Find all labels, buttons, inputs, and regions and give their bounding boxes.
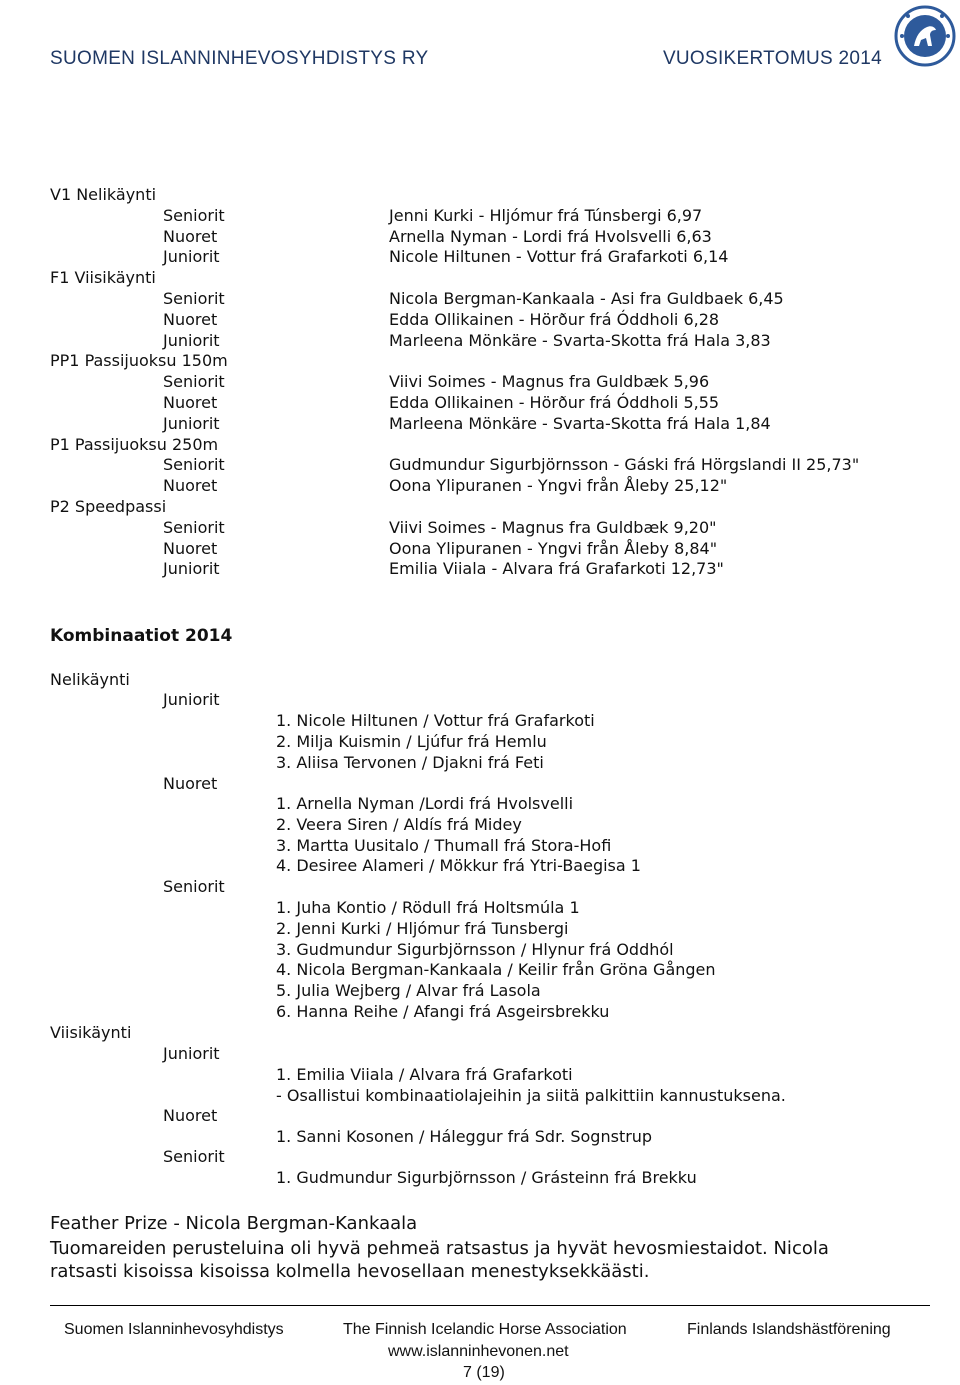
ranking-item: 1. Arnella Nyman /Lordi frá Hvolsvelli <box>276 794 574 813</box>
footer-finnish-name: Suomen Islanninhevosyhdistys <box>64 1321 284 1338</box>
result-entry: Edda Ollikainen - Hörður frá Óddholi 6,28 <box>389 309 720 329</box>
page-number: 7 (19) <box>463 1364 505 1381</box>
header-association-name: SUOMEN ISLANNINHEVOSYHDISTYS RY <box>50 48 429 69</box>
combination-discipline: Viisikäynti <box>50 1023 132 1042</box>
ranking-item: 1. Juha Kontio / Rödull frá Holtsmúla 1 <box>276 898 580 917</box>
level-label: Juniorit <box>163 247 220 267</box>
result-entry: Nicole Hiltunen - Vottur frá Grafarkoti 6,14 <box>389 247 729 267</box>
level-label: Juniorit <box>163 330 220 350</box>
result-entry: Marleena Mönkäre - Svarta-Skotta frá Hala 1,84 <box>389 413 771 433</box>
level-label: Nuoret <box>163 393 218 412</box>
combination-discipline: Nelikäynti <box>50 670 130 689</box>
level-label: Nuoret <box>163 538 218 558</box>
ranking-item: 2. Jenni Kurki / Hljómur frá Tunsbergi <box>276 918 569 938</box>
ranking-list <box>276 1065 786 1107</box>
feather-prize-title: Feather Prize - Nicola Bergman-Kankaala <box>50 1213 418 1234</box>
footer-divider <box>50 1305 930 1306</box>
level-label: Juniorit <box>163 559 220 579</box>
result-entry: Arnella Nyman - Lordi frá Hvolsvelli 6,63 <box>389 226 712 246</box>
combinations-heading: Kombinaatiot 2014 <box>50 626 233 646</box>
ranking-list <box>276 711 595 773</box>
feather-prize-text-line-2: ratsasti kisoissa kisoissa kolmella hevosellaan menestyksekkäästi. <box>50 1261 650 1282</box>
ranking-item: 2. Veera Siren / Aldís frá Midey <box>276 814 522 834</box>
level-label: Seniorit <box>163 877 225 896</box>
event-class-title: PP1 Passijuoksu 150m <box>50 351 228 371</box>
level-label: Juniorit <box>163 1044 220 1063</box>
level-label: Seniorit <box>163 372 225 392</box>
level-label: Juniorit <box>163 413 220 433</box>
ranking-item: 3. Gudmundur Sigurbjörnsson / Hlynur frá Oddhól <box>276 939 674 959</box>
level-label: Nuoret <box>163 774 218 793</box>
header-report-title: VUOSIKERTOMUS 2014 <box>662 48 882 69</box>
result-entry: Viivi Soimes - Magnus fra Guldbæk 9,20" <box>389 517 717 537</box>
ranking-item: 2. Milja Kuismin / Ljúfur frá Hemlu <box>276 731 547 751</box>
ranking-list <box>276 1127 652 1148</box>
level-label: Juniorit <box>163 690 220 709</box>
result-entry: Emilia Viiala - Alvara frá Grafarkoti 12,73" <box>389 559 724 579</box>
result-entry: Nicola Bergman-Kankaala - Asi fra Guldbaek 6,45 <box>389 289 784 308</box>
result-entry: Gudmundur Sigurbjörnsson - Gáski frá Hörgslandi II 25,73" <box>389 455 860 475</box>
footer-swedish-name: Finlands Islandshästförening <box>687 1321 891 1338</box>
footer-website: www.islanninhevonen.net <box>388 1343 569 1360</box>
level-label: Nuoret <box>163 226 218 246</box>
level-label: Seniorit <box>163 455 225 475</box>
event-class-title: P1 Passijuoksu 250m <box>50 434 219 454</box>
level-label: Seniorit <box>163 517 225 537</box>
level-label: Nuoret <box>163 1106 218 1125</box>
event-class-title: P2 Speedpassi <box>50 497 167 516</box>
level-label: Nuoret <box>163 309 218 329</box>
ranking-item: 3. Martta Uusitalo / Thumall frá Stora-Hofi <box>276 835 612 855</box>
ranking-list <box>276 794 641 877</box>
result-entry: Oona Ylipuranen - Yngvi från Åleby 25,12" <box>389 476 728 496</box>
feather-prize-text-line-1: Tuomareiden perusteluina oli hyvä pehmeä ratsastus ja hyvät hevosmiestaidot. Nicola <box>50 1238 829 1259</box>
ranking-item: 4. Desiree Alameri / Mökkur frá Ytri-Baegisa 1 <box>276 856 641 876</box>
result-entry: Jenni Kurki - Hljómur frá Túnsbergi 6,97 <box>389 205 703 225</box>
ranking-item: 3. Aliisa Tervonen / Djakni frá Feti <box>276 752 544 772</box>
ranking-item: 4. Nicola Bergman-Kankaala / Keilir från Gröna Gången <box>276 960 716 980</box>
result-entry: Marleena Mönkäre - Svarta-Skotta frá Hala 3,83 <box>389 330 771 350</box>
footer-english-name: The Finnish Icelandic Horse Association <box>343 1321 627 1338</box>
event-class-title: V1 Nelikäynti <box>50 185 157 204</box>
ranking-item: - Osallistui kombinaatiolajeihin ja siitä palkittiin kannustuksena. <box>276 1085 786 1105</box>
ranking-item: 5. Julia Wejberg / Alvar frá Lasola <box>276 981 541 1001</box>
level-label: Seniorit <box>163 289 225 308</box>
event-class-title: F1 Viisikäynti <box>50 268 156 288</box>
result-entry: Edda Ollikainen - Hörður frá Óddholi 5,55 <box>389 393 720 412</box>
ranking-list <box>276 1168 697 1189</box>
ranking-item: 6. Hanna Reihe / Afangi frá Asgeirsbrekku <box>276 1001 610 1021</box>
ranking-item: 1. Nicole Hiltunen / Vottur frá Grafarkoti <box>276 711 595 730</box>
result-entry: Oona Ylipuranen - Yngvi från Åleby 8,84" <box>389 538 718 558</box>
association-logo <box>894 2 956 76</box>
result-entry: Viivi Soimes - Magnus fra Guldbæk 5,96 <box>389 372 710 392</box>
level-label: Seniorit <box>163 1147 225 1166</box>
ranking-item: 1. Emilia Viiala / Alvara frá Grafarkoti <box>276 1065 573 1084</box>
level-label: Seniorit <box>163 205 225 225</box>
level-label: Nuoret <box>163 476 218 496</box>
ranking-item: 1. Gudmundur Sigurbjörnsson / Grásteinn frá Brekku <box>276 1168 697 1187</box>
ranking-list <box>276 898 716 1023</box>
ranking-item: 1. Sanni Kosonen / Háleggur frá Sdr. Sognstrup <box>276 1127 653 1146</box>
